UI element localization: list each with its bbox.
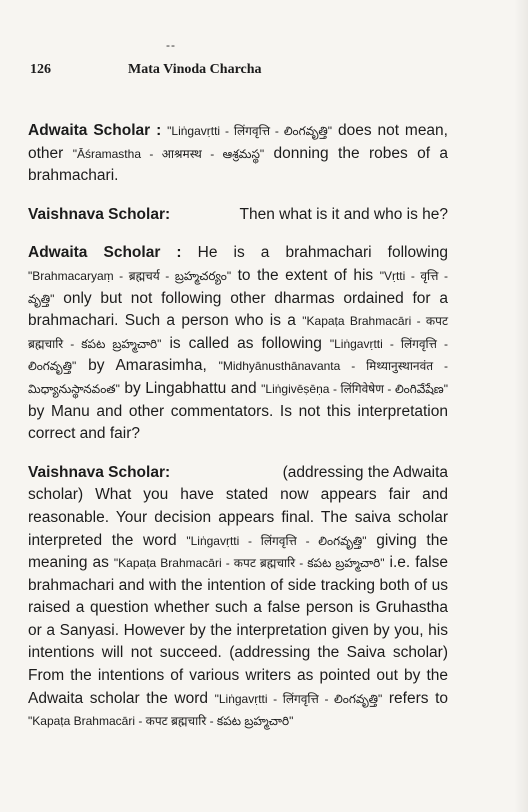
paragraph-4 (28, 462, 448, 733)
text-run: by Amarasimha, (76, 357, 219, 375)
speaker-label: Adwaita Scholar : (28, 122, 162, 139)
quoted-term: "Āśramastha - आश्रमस्थ - ఆశ్రమస్థ" (72, 146, 265, 161)
speaker-label: Vaishnava Scholar: (28, 205, 171, 223)
quoted-term: "Midhyānusthānavanta - मिथ्यानुस्थानवंत - మిధ్యానుస్థానవంత" (28, 359, 448, 396)
quoted-term: "Brahmacaryaṃ - ब्रह्मचर्य - బ్రహ్మచర్యం" (28, 268, 232, 283)
quoted-term: "Liṅgivēṣēṇa - लिंगिवेषेण - లింగివేషేణ" (261, 381, 448, 396)
text-run: donning the robes of a brahmachari. (28, 144, 448, 185)
quoted-term: "Kapaṭa Brahmacāri - कपट ब्रह्मचारि - కపట బ్రహ్మచారి" (113, 556, 385, 571)
paragraph-2 (28, 204, 448, 227)
quoted-term: "Kapaṭa Brahmacāri - कपट ब्रह्मचारि - కపట బ్రహ్మచారి" (28, 714, 294, 729)
page-header (30, 62, 498, 82)
quoted-term: "Vṛtti - वृत्ति - వృత్తి" (28, 268, 448, 306)
paragraph-3 (28, 242, 448, 445)
paragraph-1 (28, 120, 448, 188)
text-run: Then what is it and who is he? (239, 205, 448, 223)
text-run: giving the meaning as (28, 531, 448, 572)
top-mark: -- (166, 38, 176, 52)
text-run: only but not following other dharmas ordained for a brahmachari. Such a person who is a (28, 289, 448, 330)
text-run: refers to (382, 689, 448, 707)
text-run: by Manu and other commentators. Is not this interpretation correct and fair? (28, 402, 448, 443)
page-edge-shadow (514, 0, 528, 812)
text-run: scholar) What you have stated now appears fair and reasonable. Your decision appears final. The saiva scholar interpreted the word (28, 486, 448, 549)
paragraph-4-body (28, 484, 448, 733)
text-run: is called as following (161, 334, 330, 352)
page-number: 126 (30, 62, 51, 77)
page-body (28, 120, 448, 749)
quoted-term: "Liṅgavṛtti - लिंगवृत्ति - లింగవృత్తి" (186, 533, 367, 548)
text-run: does not mean, other (28, 122, 448, 162)
quoted-term: "Liṅgavṛtti - लिंगवृत्ति - లింగవృత్తి" (214, 691, 383, 706)
text-run: (addressing the Adwaita (282, 463, 448, 481)
running-title: Mata Vinoda Charcha (128, 62, 262, 77)
quoted-term: "Liṅgavṛtti - लिंगवृत्ति - లింగవృత్తి" (167, 124, 333, 138)
paragraph-4-lead (28, 462, 448, 485)
speaker-label: Adwaita Scholar : (28, 244, 182, 262)
text-run: to the extent of his (231, 266, 380, 284)
speaker-label: Vaishnava Scholar: (28, 463, 171, 481)
text-run: by Lingabhattu and (119, 379, 262, 397)
quoted-term: "Liṅgavṛtti - लिंगवृत्ति - లింగవృత్తి" (28, 336, 448, 374)
text-run: i.e. false brahmachari and with the intention of side tracking both of us raised a question whether such a false person is Gruhastha or a Sanyasi. However by the interpretation given by you, his intentions will not succeed. (addressing the Saiva scholar) From the intentions of various writers as pointed out by the Adwaita scholar the word (28, 554, 448, 707)
text-run: He is a brahmachari following (181, 244, 448, 262)
quoted-term: "Kapaṭa Brahmacāri - कपट ब्रह्मचारि - కపట బ్రహ్మచారి" (28, 314, 448, 351)
